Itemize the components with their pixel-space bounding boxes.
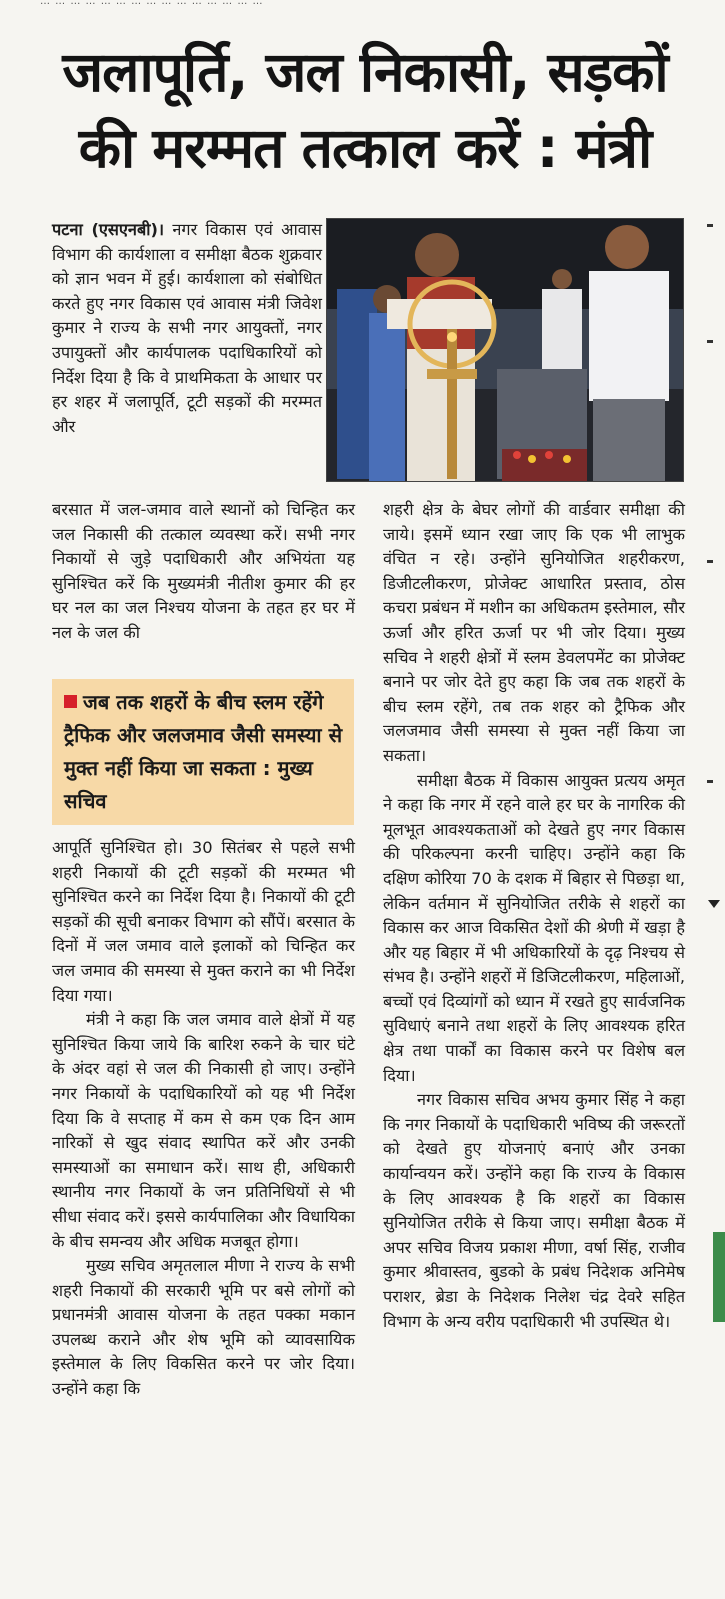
previous-article-strip: … … … … … … … … … … … … … … … — [40, 0, 264, 7]
article-paragraph: मंत्री ने कहा कि जल जमाव वाले क्षेत्रों में यह सुनिश्चित किया जाये कि बारिश रुकने के चार घंटे के अंदर वहां से जल की निकासी हो जाए। उन्होंने नगर निकायों के पदाधिकारियों को यह भी निर्देश दिया कि वे सप्ताह में कम से कम एक दिन आम नारिकों से खुद संवाद स्थापित करें और उनकी समस्याओं का समाधान करें। साथ ही, अधिकारी स्थानीय नगर निकायों के जन प्रतिनिधियों से भी सीधा संवाद करें। इससे कार्यपालिका और विधायिका के बीच समन्वय और अधिक मजबूत होगा। — [52, 1010, 355, 1251]
pull-quote-text: जब तक शहरों के बीच स्लम रहेंगे ट्रैफिक और जलजमाव जैसी समस्या से मुक्त नहीं किया जा सकता : मुख्य सचिव — [64, 690, 343, 813]
headline — [30, 34, 700, 186]
lamp-lighting-photo-illustration — [327, 219, 684, 482]
article-paragraph: बरसात में जल-जमाव वाले स्थानों को चिन्हित कर जल निकासी की तत्काल व्यवस्था करें। सभी नगर निकायों से जुड़े पदाधिकारी और अभियंता यह सुनिश्चित करें कि मुख्यमंत्री नीतीश कुमार की हर घर नल का जल निश्चय योजना के तहत हर घर में नल के जल की — [52, 500, 355, 642]
pull-quote-box — [52, 679, 354, 825]
article-paragraph: समीक्षा बैठक में विकास आयुक्त प्रत्यय अमृत ने कहा कि नगर में रहने वाले हर घर के नागरिक की मूलभूत आवश्यकताओं को देखते हुए नगर विकास की परिकल्पना करनी चाहिए। उन्होंने कहा कि दक्षिण कोरिया 70 के दशक में बिहार से पिछड़ा था, लेकिन वर्तमान में सुनियोजित तरीके से शहरों का विकास कर आज विकसित देशों की श्रेणी में खड़ा है और यह बिहार में भी अधिकारियों के दृढ़ निश्चय से संभव है। उन्होंने शहरों में डिजिटलीकरण, महिलाओं, बच्चों एवं दिव्यांगों को ध्यान में रखते हुए सार्वजनिक सुविधाएं बनाने तथा शहरों के लिए आवश्यक हरित क्षेत्र तथा पार्कों का विकास करने पर विशेष बल दिया। — [383, 770, 685, 1085]
article-column-left-mid — [52, 498, 355, 646]
adjacent-page-edge — [713, 1232, 725, 1322]
headline-line-1: जलापूर्ति, जल निकासी, सड़कों — [62, 40, 668, 104]
page-edge-marker-icon — [708, 900, 720, 908]
paragraph-text: नगर विकास एवं आवास विभाग की कार्यशाला व समीक्षा बैठक शुक्रवार को ज्ञान भवन में हुई। कार्यशाला को संबोधित करते हुए नगर विकास एवं आवास मंत्री जिवेश कुमार ने राज्य के सभी नगर आयुक्तों, नगर उपायुक्तों और कार्यपालक पदाधिकारियों को निर्देश दिया है कि वे प्राथमिकता के आधार पर हर शहर में जलापूर्ति, टूटी सड़कों की मरम्मत और — [52, 220, 323, 436]
article-paragraph: आपूर्ति सुनिश्चित हो। 30 सितंबर से पहले सभी शहरी निकायों की टूटी सड़कों की मरम्मत भी सुनिश्चित करने का निर्देश दिया है। निकायों की टूटी सड़कों की सूची बनाकर विभाग को सौंपें। बरसात के दिनों में जल जमाव वाले इलाकों को चिन्हित कर जल जमाव की समस्या से मुक्त कराने का भी निर्देश दिया गया। — [52, 838, 355, 1005]
column-rule-mark — [707, 224, 713, 227]
news-photo — [326, 218, 684, 482]
article-paragraph: शहरी क्षेत्र के बेघर लोगों की वार्डवार समीक्षा की जाये। इसमें ध्यान रखा जाए कि एक भी लाभुक वंचित न रहे। उन्होंने सुनियोजित शहरीकरण, डिजीटलीकरण, प्रोजेक्ट आधारित प्रस्ताव, ठोस कचरा प्रबंधन में मशीन का अधिकतम इस्तेमाल, सौर ऊर्जा और हरित ऊर्जा पर भी जोर दिया। मुख्य सचिव ने शहरी क्षेत्रों में स्लम डेवलपमेंट का प्रोजेक्ट बनाने पर जोर देते हुए कहा कि जब तक शहरों के बीच स्लम रहेंगे, तब तक शहर को ट्रैफिक और जलजमाव जैसी समस्या से मुक्त नहीं किया जा सकता। — [383, 500, 685, 765]
column-rule-mark — [707, 560, 713, 563]
dateline: पटना (एसएनबी)। — [52, 220, 165, 239]
column-rule-mark — [707, 780, 713, 783]
article-paragraph — [52, 218, 322, 439]
red-square-bullet-icon — [64, 695, 77, 708]
article-paragraph: मुख्य सचिव अमृतलाल मीणा ने राज्य के सभी शहरी निकायों की सरकारी भूमि पर बसे लोगों को प्रधानमंत्री आवास योजना के तहत पक्का मकान उपलब्ध कराने और शेष भूमि को व्यावसायिक इस्तेमाल के लिए विकसित करने पर जोर दिया। उन्होंने कहा कि — [52, 1256, 355, 1399]
article-paragraph: नगर विकास सचिव अभय कुमार सिंह ने कहा कि नगर निकायों के पदाधिकारी भविष्य की जरूरतों को देखते हुए योजनाएं बनाएं और उनका कार्यान्वयन करें। उन्होंने कहा कि राज्य के विकास के लिए आवश्यक है कि शहरों का विकास सुनियोजित तरीके से किया जाए। समीक्षा बैठक में अपर सचिव विजय प्रकाश मीणा, वर्षा सिंह, राजीव कुमार श्रीवास्तव, बुडको के प्रबंध निदेशक अनिमेष पराशर, ब्रेडा के निदेशक निलेश चंद्र देवरे सहित विभाग के अन्य वरीय पदाधिकारी भी उपस्थित थे। — [383, 1090, 685, 1331]
article-column-left-top — [52, 218, 322, 439]
column-rule-mark — [707, 340, 713, 343]
headline-line-2: की मरम्मत तत्काल करें : मंत्री — [78, 116, 652, 180]
article-column-left-bottom — [52, 836, 355, 1402]
article-column-right — [383, 498, 685, 1334]
